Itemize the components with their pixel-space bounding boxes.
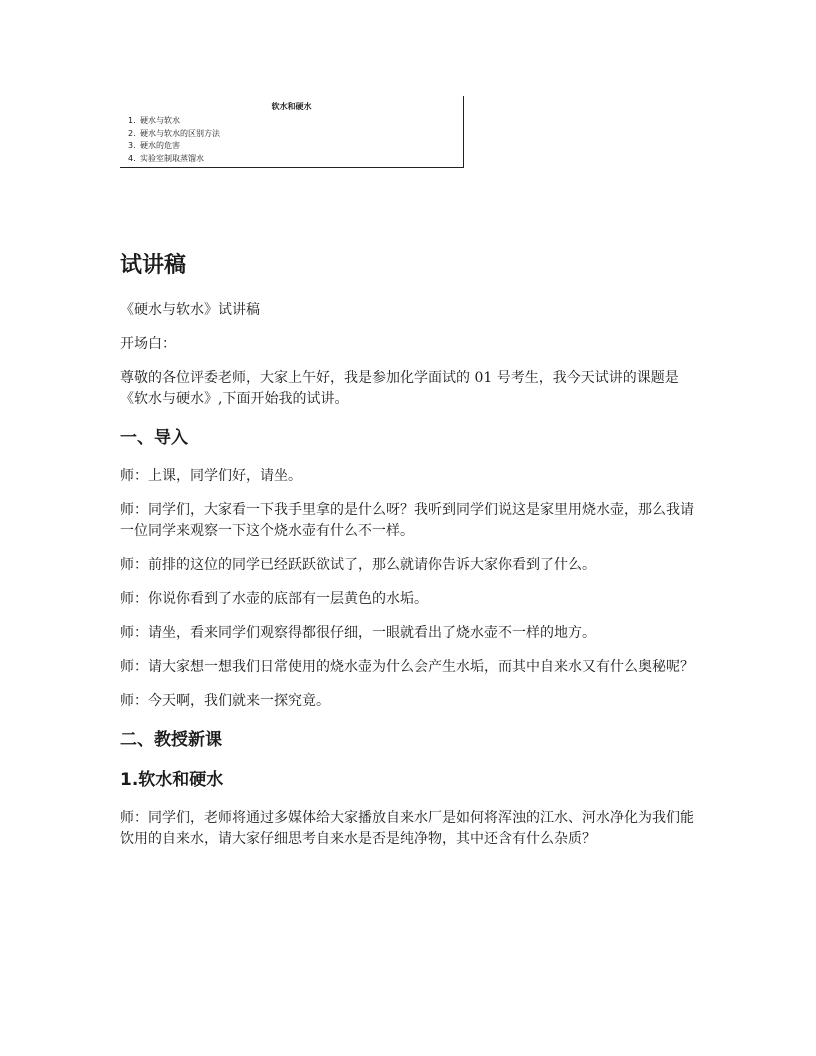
paragraph: 师：请大家想一想我们日常使用的烧水壶为什么会产生水垢，而其中自来水又有什么奥秘呢？ [120, 659, 694, 675]
blackboard-item-number: 1. [128, 116, 136, 125]
paragraph: 师：上课，同学们好，请坐。 [120, 468, 302, 484]
subsection-heading-soft-hard-water: 1.软水和硬水 [120, 770, 224, 790]
blackboard-item [128, 115, 220, 128]
blackboard-item-number: 2. [128, 128, 136, 138]
blackboard-outline [120, 96, 464, 168]
document-body [120, 250, 700, 863]
paragraph: 师：同学们，老师将通过多媒体给大家播放自来水厂是如何将浑浊的江水、河水净化为我们能饮用的自来水，请大家仔细思考自来水是否是纯净物，其中还含有什么杂质？ [120, 810, 694, 847]
blackboard-item-text: 硬水与软水 [140, 116, 180, 125]
blackboard-title: 软水和硬水 [271, 102, 312, 111]
opening-label: 开场白： [120, 336, 176, 352]
section-heading-introduction: 一、导入 [120, 428, 188, 448]
paragraph: 师：前排的这位的同学已经跃跃欲试了，那么就请你告诉大家你看到了什么。 [120, 557, 596, 573]
blackboard-item-text: 硬水的危害 [140, 141, 180, 150]
paragraph: 师：同学们，大家看一下我手里拿的是什么呀？我听到同学们说这是家里用烧水壶，那么我请一位同学来观察一下这个烧水壶有什么不一样。 [120, 502, 694, 539]
blackboard-item [128, 153, 220, 166]
document-subtitle: 《硬水与软水》试讲稿 [120, 302, 260, 318]
paragraph: 师：今天啊，我们就来一探究竟。 [120, 693, 330, 709]
section-heading-new-lesson: 二、教授新课 [120, 730, 222, 750]
paragraph: 师：你说你看到了水壶的底部有一层黄色的水垢。 [120, 591, 428, 607]
opening-paragraph: 尊敬的各位评委老师，大家上午好，我是参加化学面试的 01 号考生，我今天试讲的课题是《软水与硬水》,下面开始我的试讲。 [120, 370, 679, 407]
blackboard-item [128, 128, 220, 141]
blackboard-item-list [128, 115, 220, 165]
paragraph: 师：请坐，看来同学们观察得都很仔细，一眼就看出了烧水壶不一样的地方。 [120, 625, 596, 641]
blackboard-item [128, 140, 220, 153]
blackboard-item-number: 4. [128, 153, 136, 163]
document-heading: 试讲稿 [120, 253, 187, 278]
blackboard-item-number: 3. [128, 141, 136, 150]
blackboard-item-text: 实验室制取蒸馏水 [140, 153, 204, 163]
blackboard-item-text: 硬水与软水的区别方法 [140, 128, 220, 138]
